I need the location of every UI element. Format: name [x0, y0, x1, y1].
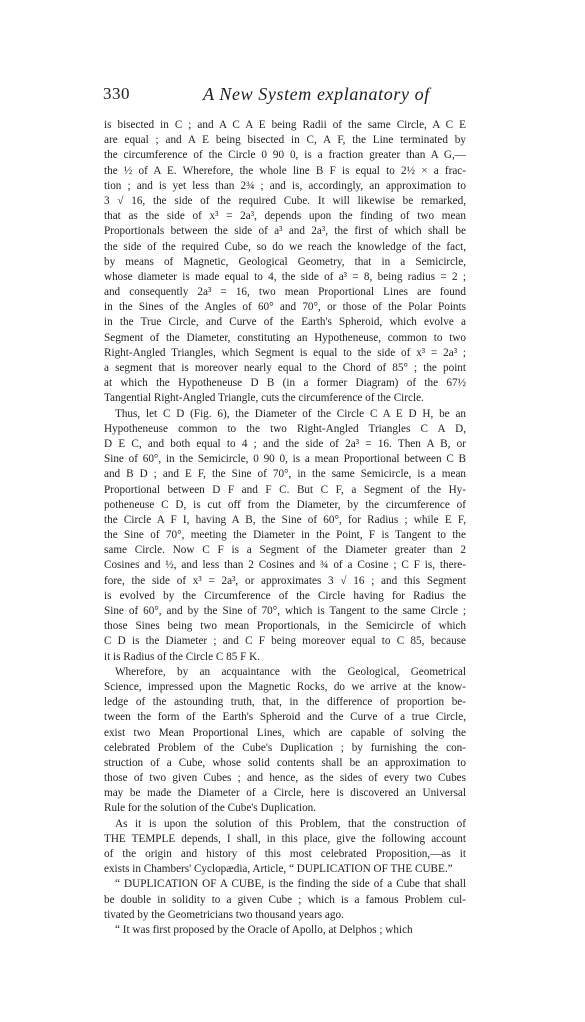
- text-line: 3 √ 16, the side of the required Cube. It will likewise be remarked,: [104, 194, 466, 207]
- text-line: struction of a Cube, whose solid contents shall be an approximation to: [104, 756, 466, 769]
- text-line: As it is upon the solution of this Problem, that the construction of: [115, 817, 466, 830]
- text-line: it is Radius of the Circle C 85 F K.: [104, 650, 260, 663]
- text-line: those Sines being two mean Proportionals, in the Semicircle of which: [104, 620, 466, 633]
- text-line: and consequently 2a³ = 16, two mean Proportional Lines are found: [104, 286, 466, 299]
- text-line: Segment of the Diameter, constituting an Hypotheneuse, common to two: [104, 331, 466, 344]
- text-line: at which the Hypotheneuse D B (in a former Diagram) of the 67½: [104, 377, 466, 390]
- text-line: Rule for the solution of the Cube's Duplication.: [104, 802, 317, 815]
- text-line: whose diameter is made equal to 4, the side of a³ = 8, being radius = 2 ;: [104, 270, 466, 283]
- text-line: are equal ; and A E being bisected in C, A F, the Line terminated by: [104, 134, 466, 147]
- text-line: is bisected in C ; and A C A E being Radii of the same Circle, A C E: [104, 119, 466, 131]
- text-line: exists in Chambers' Cyclopædia, Article, “ DUPLICATION OF THE CUBE.”: [104, 863, 453, 876]
- text-line: the Sine of 70°, meeting the Diameter in the Point, F is Tangent to the: [104, 529, 466, 542]
- text-line: D E C, and both equal to 4 ; and the side of 2a³ = 16. Then A B, or: [104, 437, 466, 450]
- text-line: Right-Angled Triangles, which Segment is equal to the side of x³ = 2a³ ;: [104, 346, 466, 359]
- text-line: “ DUPLICATION OF A CUBE, is the finding the side of a Cube that shall: [115, 878, 466, 891]
- text-line: of the origin and history of this most celebrated Proposition,—as it: [104, 848, 466, 860]
- text-line: fore, the side of x³ = 2a³, or approximates 3 √ 16 ; and this Segment: [104, 574, 466, 587]
- text-line: Sine of 60°, and by the Sine of 70°, which is Tangent to the same Circle ;: [104, 605, 466, 617]
- text-line: a segment that is moreover nearly equal to the Chord of 85° ; the point: [104, 362, 466, 374]
- text-line: C D is the Diameter ; and C F being moreover equal to C 85, because: [104, 635, 466, 648]
- text-line: the Circle A F I, having A B, the Sine of 60°, for Radius ; while E F,: [104, 513, 466, 526]
- text-line: that as the side of x³ = 2a³, depends upon the finding of two mean: [104, 210, 466, 223]
- text-line: those of two given Cubes ; and hence, as the sides of every two Cubes: [104, 772, 466, 785]
- text-line: the side of the required Cube, so do we reach the knowledge of the fact,: [104, 240, 466, 253]
- text-line: Tangential Right-Angled Triangle, cuts the circumference of the Circle.: [104, 392, 424, 405]
- text-line: the ½ of A E. Wherefore, the whole line B F is equal to 2½ × a frac-: [104, 164, 466, 177]
- text-line: in the True Circle, and Curve of the Earth's Spheroid, which evolve a: [104, 316, 466, 329]
- text-line: celebrated Problem of the Cube's Duplication ; by furnishing the con-: [104, 741, 466, 754]
- text-line: potheneuse C D, is cut off from the Diameter, by the circumference of: [104, 498, 466, 511]
- text-line: Science, impressed upon the Magnetic Rocks, do we arrive at the know-: [104, 680, 466, 693]
- running-title: A New System explanatory of: [203, 84, 430, 104]
- text-line: is evolved by the Circumference of the Circle having for Radius the: [104, 589, 466, 602]
- text-line: Thus, let C D (Fig. 6), the Diameter of the Circle C A E D H, be an: [115, 407, 466, 420]
- body-text: [104, 118, 466, 938]
- text-line: tween the form of the Earth's Spheroid and the Curve of a true Circle,: [104, 711, 466, 724]
- text-line: “ It was first proposed by the Oracle of Apollo, at Delphos ; which: [115, 923, 413, 936]
- text-line: by means of Magnetic, Geological Geometry, that in a Semicircle,: [104, 255, 466, 268]
- text-line: Hypotheneuse common to the two Right-Angled Triangles C A D,: [104, 422, 466, 435]
- text-line: Cosines and ½, and less than 2 Cosines and ¾ of a Cosine ; C F is, there-: [104, 559, 466, 572]
- text-line: same Circle. Now C F is a Segment of the Diameter greater than 2: [104, 544, 466, 557]
- page-header: [103, 84, 465, 108]
- text-line: be double in solidity to a given Cube ; which is a famous Problem cul-: [104, 893, 466, 906]
- text-line: tivated by the Geometricians two thousand years ago.: [104, 908, 344, 921]
- text-line: Wherefore, by an acquaintance with the Geological, Geometrical: [115, 665, 466, 678]
- text-line: ledge of the astounding truth, that, in the difference of proportion be-: [104, 696, 466, 709]
- text-line: Sine of 60°, in the Semicircle, 0 90 0, is a mean Proportional between C B: [104, 453, 466, 466]
- text-line: THE TEMPLE depends, I shall, in this place, give the following account: [104, 832, 466, 845]
- text-line: and B D ; and E F, the Sine of 70°, in the same Semicircle, is a mean: [104, 468, 466, 481]
- text-line: exist two Mean Proportional Lines, which are capable of solving the: [104, 726, 466, 739]
- text-line: may be made the Diameter of a Circle, here is discovered an Universal: [104, 787, 466, 800]
- page-number: 330: [103, 84, 130, 103]
- text-line: tion ; and is yet less than 2¾ ; and is, accordingly, an approximation to: [104, 179, 466, 192]
- text-line: in the Sines of the Angles of 60° and 70°, or those of the Polar Points: [104, 301, 466, 314]
- text-line: Proportional between D F and F C. But C F, a Segment of the Hy-: [104, 483, 466, 496]
- text-line: the circumference of the Circle 0 90 0, is a fraction greater than A G,—: [104, 149, 466, 162]
- text-line: Proportionals between the side of a³ and 2a³, the first of which shall be: [104, 225, 466, 238]
